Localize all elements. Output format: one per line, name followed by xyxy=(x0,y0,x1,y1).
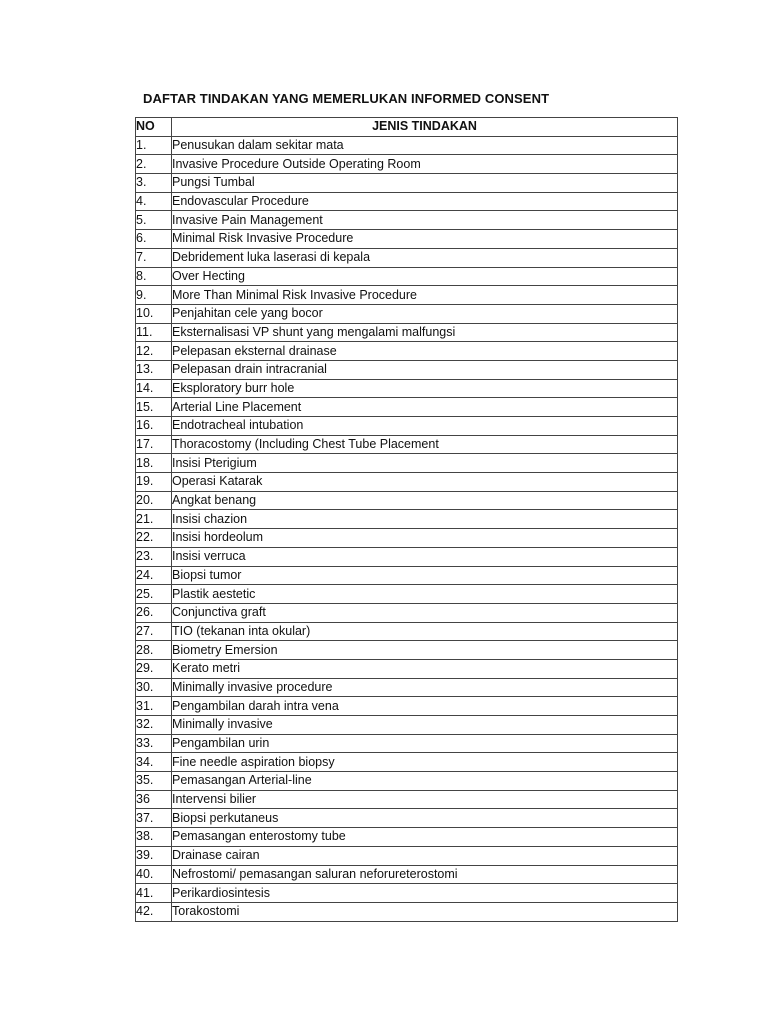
row-number: 23. xyxy=(136,547,172,566)
table-header-row xyxy=(136,118,678,137)
procedure-name: Pengambilan urin xyxy=(172,734,678,753)
procedure-name: Debridement luka laserasi di kepala xyxy=(172,248,678,267)
row-number: 27. xyxy=(136,622,172,641)
table-row xyxy=(136,772,678,791)
table-row xyxy=(136,659,678,678)
row-number: 34. xyxy=(136,753,172,772)
procedure-name: Conjunctiva graft xyxy=(172,603,678,622)
row-number: 16. xyxy=(136,417,172,436)
procedure-name: Fine needle aspiration biopsy xyxy=(172,753,678,772)
document-title: DAFTAR TINDAKAN YANG MEMERLUKAN INFORMED CONSENT xyxy=(143,91,550,106)
procedure-table xyxy=(135,117,678,922)
row-number: 6. xyxy=(136,230,172,249)
row-number: 32. xyxy=(136,716,172,735)
row-number: 33. xyxy=(136,734,172,753)
row-number: 29. xyxy=(136,659,172,678)
row-number: 8. xyxy=(136,267,172,286)
row-number: 24. xyxy=(136,566,172,585)
procedure-name: Insisi chazion xyxy=(172,510,678,529)
table-row xyxy=(136,211,678,230)
row-number: 17. xyxy=(136,435,172,454)
row-number: 21. xyxy=(136,510,172,529)
table-row xyxy=(136,379,678,398)
table-row xyxy=(136,174,678,193)
table-row xyxy=(136,360,678,379)
row-number: 26. xyxy=(136,603,172,622)
procedure-name: Pengambilan darah intra vena xyxy=(172,697,678,716)
row-number: 13. xyxy=(136,360,172,379)
table-body xyxy=(136,136,678,921)
table-row xyxy=(136,342,678,361)
procedure-name: Nefrostomi/ pemasangan saluran neforureterostomi xyxy=(172,865,678,884)
table-row xyxy=(136,473,678,492)
table-row xyxy=(136,790,678,809)
table-row xyxy=(136,884,678,903)
procedure-name: Minimally invasive xyxy=(172,716,678,735)
procedure-name: Thoracostomy (Including Chest Tube Placement xyxy=(172,435,678,454)
procedure-name: Penusukan dalam sekitar mata xyxy=(172,136,678,155)
table-row xyxy=(136,846,678,865)
table-row xyxy=(136,603,678,622)
row-number: 1. xyxy=(136,136,172,155)
row-number: 25. xyxy=(136,585,172,604)
table-row xyxy=(136,267,678,286)
table-row xyxy=(136,641,678,660)
row-number: 7. xyxy=(136,248,172,267)
procedure-name: Insisi Pterigium xyxy=(172,454,678,473)
row-number: 11. xyxy=(136,323,172,342)
table-row xyxy=(136,828,678,847)
row-number: 4. xyxy=(136,192,172,211)
row-number: 2. xyxy=(136,155,172,174)
row-number: 15. xyxy=(136,398,172,417)
procedure-name: Eksternalisasi VP shunt yang mengalami malfungsi xyxy=(172,323,678,342)
table-row xyxy=(136,304,678,323)
table-row xyxy=(136,192,678,211)
column-header-no: NO xyxy=(136,118,172,137)
table-row xyxy=(136,136,678,155)
row-number: 3. xyxy=(136,174,172,193)
row-number: 19. xyxy=(136,473,172,492)
procedure-name: Endotracheal intubation xyxy=(172,417,678,436)
row-number: 5. xyxy=(136,211,172,230)
procedure-name: Endovascular Procedure xyxy=(172,192,678,211)
procedure-name: Perikardiosintesis xyxy=(172,884,678,903)
table-row xyxy=(136,622,678,641)
row-number: 28. xyxy=(136,641,172,660)
procedure-name: Penjahitan cele yang bocor xyxy=(172,304,678,323)
procedure-name: Insisi verruca xyxy=(172,547,678,566)
row-number: 31. xyxy=(136,697,172,716)
procedure-name: TIO (tekanan inta okular) xyxy=(172,622,678,641)
procedure-name: Insisi hordeolum xyxy=(172,529,678,548)
procedure-name: Intervensi bilier xyxy=(172,790,678,809)
table-row xyxy=(136,753,678,772)
row-number: 38. xyxy=(136,828,172,847)
table-row xyxy=(136,323,678,342)
row-number: 12. xyxy=(136,342,172,361)
procedure-name: Invasive Procedure Outside Operating Room xyxy=(172,155,678,174)
table-row xyxy=(136,454,678,473)
table-row xyxy=(136,566,678,585)
procedure-name: Minimal Risk Invasive Procedure xyxy=(172,230,678,249)
table-row xyxy=(136,902,678,921)
procedure-name: Pelepasan drain intracranial xyxy=(172,360,678,379)
row-number: 9. xyxy=(136,286,172,305)
table-row xyxy=(136,809,678,828)
row-number: 41. xyxy=(136,884,172,903)
procedure-name: Biopsi perkutaneus xyxy=(172,809,678,828)
procedure-name: Arterial Line Placement xyxy=(172,398,678,417)
table-row xyxy=(136,547,678,566)
table-row xyxy=(136,734,678,753)
row-number: 42. xyxy=(136,902,172,921)
procedure-name: Over Hecting xyxy=(172,267,678,286)
procedure-name: Pemasangan Arterial-line xyxy=(172,772,678,791)
table-row xyxy=(136,398,678,417)
row-number: 20. xyxy=(136,491,172,510)
row-number: 39. xyxy=(136,846,172,865)
row-number: 18. xyxy=(136,454,172,473)
procedure-name: Pemasangan enterostomy tube xyxy=(172,828,678,847)
table-row xyxy=(136,697,678,716)
procedure-name: Drainase cairan xyxy=(172,846,678,865)
procedure-name: Torakostomi xyxy=(172,902,678,921)
row-number: 37. xyxy=(136,809,172,828)
table-row xyxy=(136,865,678,884)
row-number: 30. xyxy=(136,678,172,697)
row-number: 22. xyxy=(136,529,172,548)
table-row xyxy=(136,230,678,249)
procedure-name: Biopsi tumor xyxy=(172,566,678,585)
row-number: 40. xyxy=(136,865,172,884)
table-row xyxy=(136,510,678,529)
procedure-name: Pelepasan eksternal drainase xyxy=(172,342,678,361)
procedure-name: Plastik aestetic xyxy=(172,585,678,604)
procedure-name: More Than Minimal Risk Invasive Procedure xyxy=(172,286,678,305)
table-row xyxy=(136,155,678,174)
table-row xyxy=(136,248,678,267)
procedure-name: Eksploratory burr hole xyxy=(172,379,678,398)
row-number: 14. xyxy=(136,379,172,398)
table-row xyxy=(136,529,678,548)
procedure-name: Angkat benang xyxy=(172,491,678,510)
procedure-name: Operasi Katarak xyxy=(172,473,678,492)
row-number: 35. xyxy=(136,772,172,791)
procedure-name: Minimally invasive procedure xyxy=(172,678,678,697)
column-header-procedure: JENIS TINDAKAN xyxy=(172,118,678,137)
row-number: 36 xyxy=(136,790,172,809)
table-row xyxy=(136,585,678,604)
table-row xyxy=(136,435,678,454)
table-row xyxy=(136,286,678,305)
table-row xyxy=(136,716,678,735)
procedure-name: Biometry Emersion xyxy=(172,641,678,660)
table-row xyxy=(136,417,678,436)
table-row xyxy=(136,491,678,510)
procedure-name: Pungsi Tumbal xyxy=(172,174,678,193)
procedure-name: Invasive Pain Management xyxy=(172,211,678,230)
procedure-name: Kerato metri xyxy=(172,659,678,678)
table-row xyxy=(136,678,678,697)
row-number: 10. xyxy=(136,304,172,323)
